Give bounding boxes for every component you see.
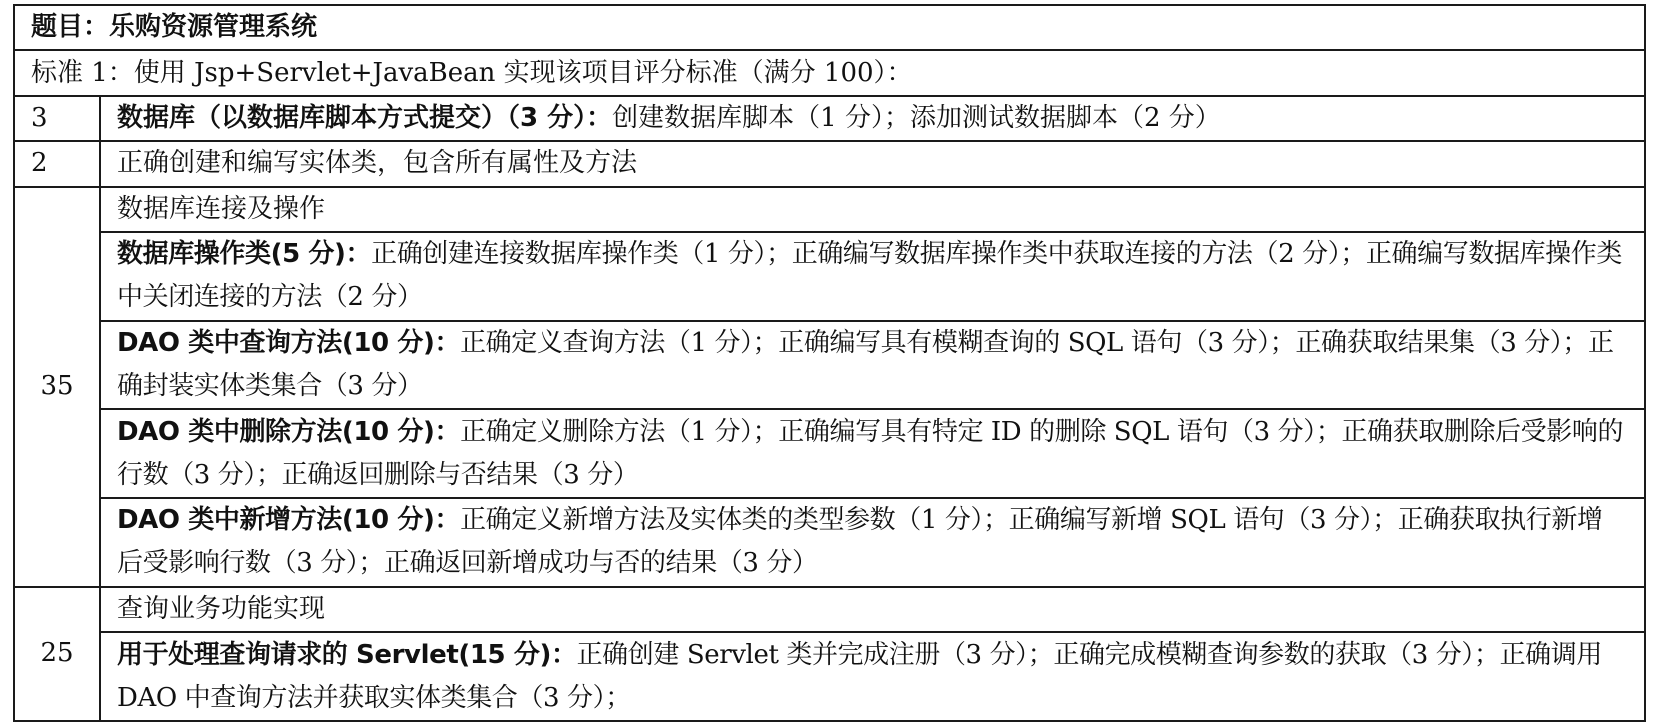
criterion-detail: 正确创建 Servlet 类并完成注册（3 分）；正确完成模糊查询参数的获取（3 分）；正确调用 DAO 中查询方法并获取实体类集合（3 分）； bbox=[117, 639, 1602, 713]
standard-description: 标准 1：使用 Jsp+Servlet+JavaBean 实现该项目评分标准（满分 100）： bbox=[14, 50, 1645, 95]
criterion-title: DAO 类中查询方法(10 分)： bbox=[117, 327, 461, 358]
criterion-cell bbox=[100, 498, 1645, 587]
group-score-cell: 25 bbox=[14, 587, 100, 721]
title-row bbox=[14, 5, 1645, 50]
criterion-cell bbox=[100, 232, 1645, 321]
criterion-row-dao-query bbox=[14, 321, 1645, 410]
group-heading: 查询业务功能实现 bbox=[100, 587, 1645, 632]
criterion-row-database-script bbox=[14, 96, 1645, 141]
criterion-row-dao-delete bbox=[14, 409, 1645, 498]
scoring-rubric-table bbox=[13, 4, 1646, 722]
criterion-row-dao-insert bbox=[14, 498, 1645, 587]
criterion-row-db-operation-class bbox=[14, 232, 1645, 321]
score-cell: 3 bbox=[14, 96, 100, 141]
criterion-detail: 正确创建连接数据库操作类（1 分）；正确编写数据库操作类中获取连接的方法（2 分）；正确编写数据库操作类中关闭连接的方法（2 分） bbox=[117, 239, 1622, 313]
criterion-detail: 正确定义查询方法（1 分）；正确编写具有模糊查询的 SQL 语句（3 分）；正确获取结果集（3 分）；正确封装实体类集合（3 分） bbox=[117, 327, 1614, 401]
group-heading: 数据库连接及操作 bbox=[100, 187, 1645, 232]
criterion-title: 数据库操作类(5 分)： bbox=[117, 239, 372, 270]
criterion-cell bbox=[100, 409, 1645, 498]
criterion-title: 用于处理查询请求的 Servlet(15 分)： bbox=[117, 639, 577, 670]
criterion-title: DAO 类中删除方法(10 分)： bbox=[117, 416, 461, 447]
criterion-row-query-servlet bbox=[14, 632, 1645, 721]
project-title: 题目：乐购资源管理系统 bbox=[14, 5, 1645, 50]
criterion-detail: 创建数据库脚本（1 分）；添加测试数据脚本（2 分） bbox=[612, 102, 1221, 133]
criterion-cell bbox=[100, 96, 1645, 141]
score-cell: 2 bbox=[14, 141, 100, 186]
criterion-cell bbox=[100, 321, 1645, 410]
criterion-row-entity-class bbox=[14, 141, 1645, 186]
criterion-cell bbox=[100, 632, 1645, 721]
group-row-database-heading bbox=[14, 187, 1645, 232]
standard-row bbox=[14, 50, 1645, 95]
criterion-title: DAO 类中新增方法(10 分)： bbox=[117, 505, 461, 536]
group-row-query-heading bbox=[14, 587, 1645, 632]
criterion-detail: 正确定义删除方法（1 分）；正确编写具有特定 ID 的删除 SQL 语句（3 分）；正确获取删除后受影响的行数（3 分）；正确返回删除与否结果（3 分） bbox=[117, 416, 1624, 490]
group-score-cell: 35 bbox=[14, 187, 100, 587]
criterion-detail: 正确定义新增方法及实体类的类型参数（1 分）；正确编写新增 SQL 语句（3 分）；正确获取执行新增后受影响行数（3 分）；正确返回新增成功与否的结果（3 分） bbox=[117, 505, 1603, 579]
criterion-title: 数据库（以数据库脚本方式提交）（3 分）： bbox=[117, 102, 613, 133]
criterion-detail: 正确创建和编写实体类，包含所有属性及方法 bbox=[100, 141, 1645, 186]
